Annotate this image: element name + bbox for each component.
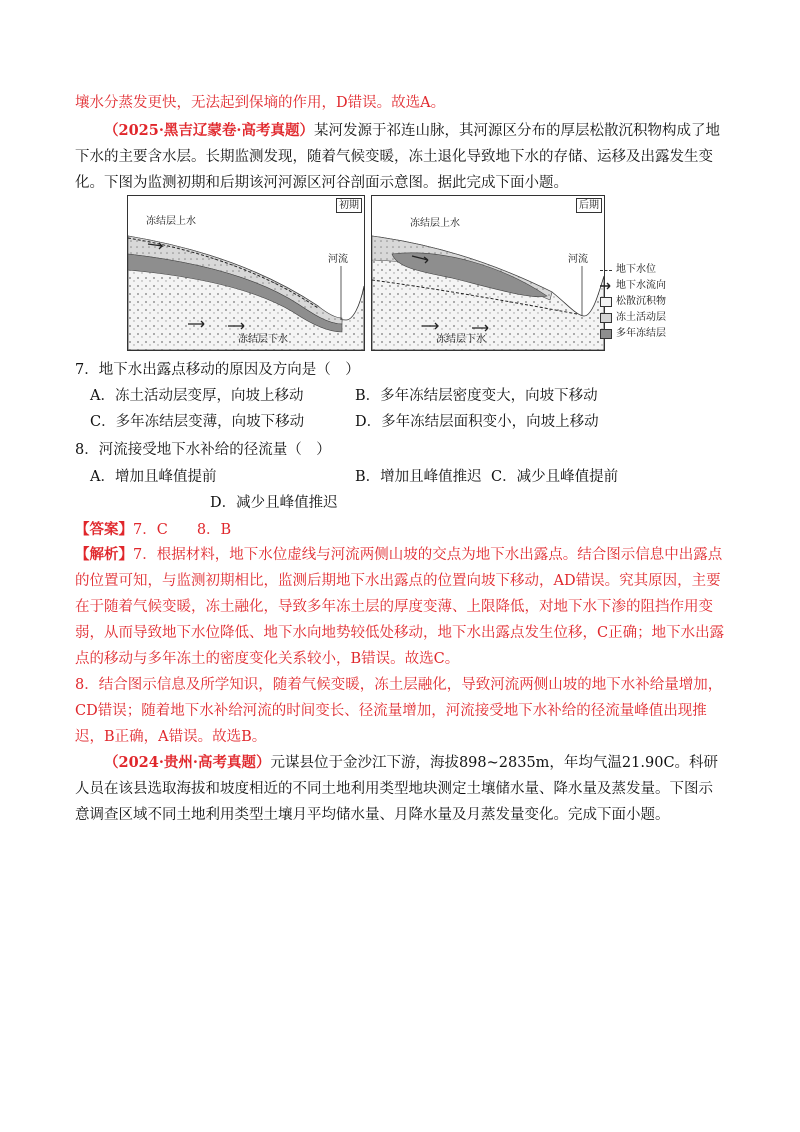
answer-text: 7．C 8．B — [133, 522, 232, 538]
legend-item: 松散沉积物 — [600, 294, 666, 310]
answer-label: 【答案】 — [75, 521, 133, 538]
continued-text: 壤水分蒸发更快，无法起到保墒的作用，D错误。故选A。 — [75, 95, 446, 111]
analysis-text-1: 7．根据材料，地下水位虚线与河流两侧山坡的交点为地下水出露点。结合图示信息中出露点的位置可知，与监测初期相比，监测后期地下水出露点的位置向坡下移动，AD错误。究其原因，主要在于随着气候变暖，冻土融化，导致多年冻土层的厚度变薄、上限降低，对地下水下渗的阻挡作用变弱，从而导致地下水位降低、地下水向地势较低处移动，地下水出露点发生位移，C正确；地下水出露点的移动与多年冻土的密度变化关系较小，B错误。故选C。 — [75, 547, 725, 667]
q8-option-c[interactable]: C．减少且峰值提前 — [491, 469, 619, 485]
river-profile-figure — [127, 195, 672, 351]
dashed-line-icon — [600, 270, 612, 271]
legend-item: 多年冻结层 — [600, 326, 666, 342]
analysis-paragraph-1 — [75, 542, 725, 672]
sediment-swatch — [600, 297, 612, 307]
early-lower-water-label: 冻结层下水 — [238, 334, 288, 345]
legend-item: 地下水位 — [600, 262, 666, 278]
permafrost-swatch — [600, 329, 612, 339]
q8-option-a[interactable]: A．增加且峰值提前 — [90, 469, 217, 485]
late-lower-water-label: 冻结层下水 — [436, 334, 486, 345]
early-panel — [127, 195, 365, 351]
late-panel — [371, 195, 605, 351]
intro-text: 某河发源于祁连山脉，其河源区分布的厚层松散沉积物构成了地下水的主要含水层。长期监测发现，随着气候变暖，冻土退化导致地下水的存储、运移及出露发生变化。下图为监测初期和后期该河河源区河谷剖面示意图。据此完成下面小题。 — [75, 123, 720, 191]
early-river-label: 河流 — [328, 254, 348, 265]
legend-item: 冻土活动层 — [600, 310, 666, 326]
q7-option-a[interactable]: A．冻土活动层变厚，向坡上移动 — [90, 388, 304, 404]
late-upper-water-label: 冻结层上水 — [410, 218, 460, 229]
figure-legend — [600, 262, 666, 342]
q8-option-d[interactable]: D．减少且峰值推迟 — [210, 495, 338, 511]
analysis-paragraph-2: 8．结合图示信息及所学知识，随着气候变暖，冻土层融化，导致河流两侧山坡的地下水补给量增加，CD错误；随着地下水补给河流的时间变长、径流量增加，河流接受地下水补给的径流量峰值出现推迟，B正确，A错误。故选B。 — [75, 677, 723, 745]
arrow-icon — [600, 282, 612, 290]
answer-line — [75, 520, 231, 540]
legend-item: 地下水流向 — [600, 278, 666, 294]
late-tag: 后期 — [576, 198, 602, 213]
active-layer-swatch — [600, 313, 612, 323]
q7-stem: 7．地下水出露点移动的原因及方向是（ ） — [75, 362, 360, 378]
analysis-label: 【解析】 — [75, 546, 133, 563]
q8-option-b[interactable]: B．增加且峰值推迟 — [355, 469, 482, 485]
early-tag: 初期 — [336, 198, 362, 213]
intro-source: （2025·黑吉辽蒙卷·高考真题） — [104, 122, 314, 139]
late-profile-diagram — [372, 196, 604, 350]
question-intro — [75, 118, 725, 196]
next-text: 元谋县位于金沙江下游，海拔898~2835m，年均气温21.90C。科研人员在该县选取海拔和坡度相近的不同土地利用类型地块测定土壤储水量、降水量及蒸发量。下图示意调查区域不同土地利用类型土壤月平均储水量、月降水量及月蒸发量变化。完成下面小题。 — [75, 755, 719, 823]
q8-stem: 8．河流接受地下水补给的径流量（ ） — [75, 442, 331, 458]
late-river-label: 河流 — [568, 254, 588, 265]
q7-option-d[interactable]: D．多年冻结层面积变小，向坡上移动 — [355, 414, 599, 430]
next-question-intro — [75, 750, 725, 828]
early-upper-water-label: 冻结层上水 — [146, 216, 196, 227]
q7-option-c[interactable]: C．多年冻结层变薄，向坡下移动 — [90, 414, 305, 430]
next-source: （2024·贵州·高考真题） — [104, 754, 271, 771]
q7-option-b[interactable]: B．多年冻结层密度变大，向坡下移动 — [355, 388, 598, 404]
